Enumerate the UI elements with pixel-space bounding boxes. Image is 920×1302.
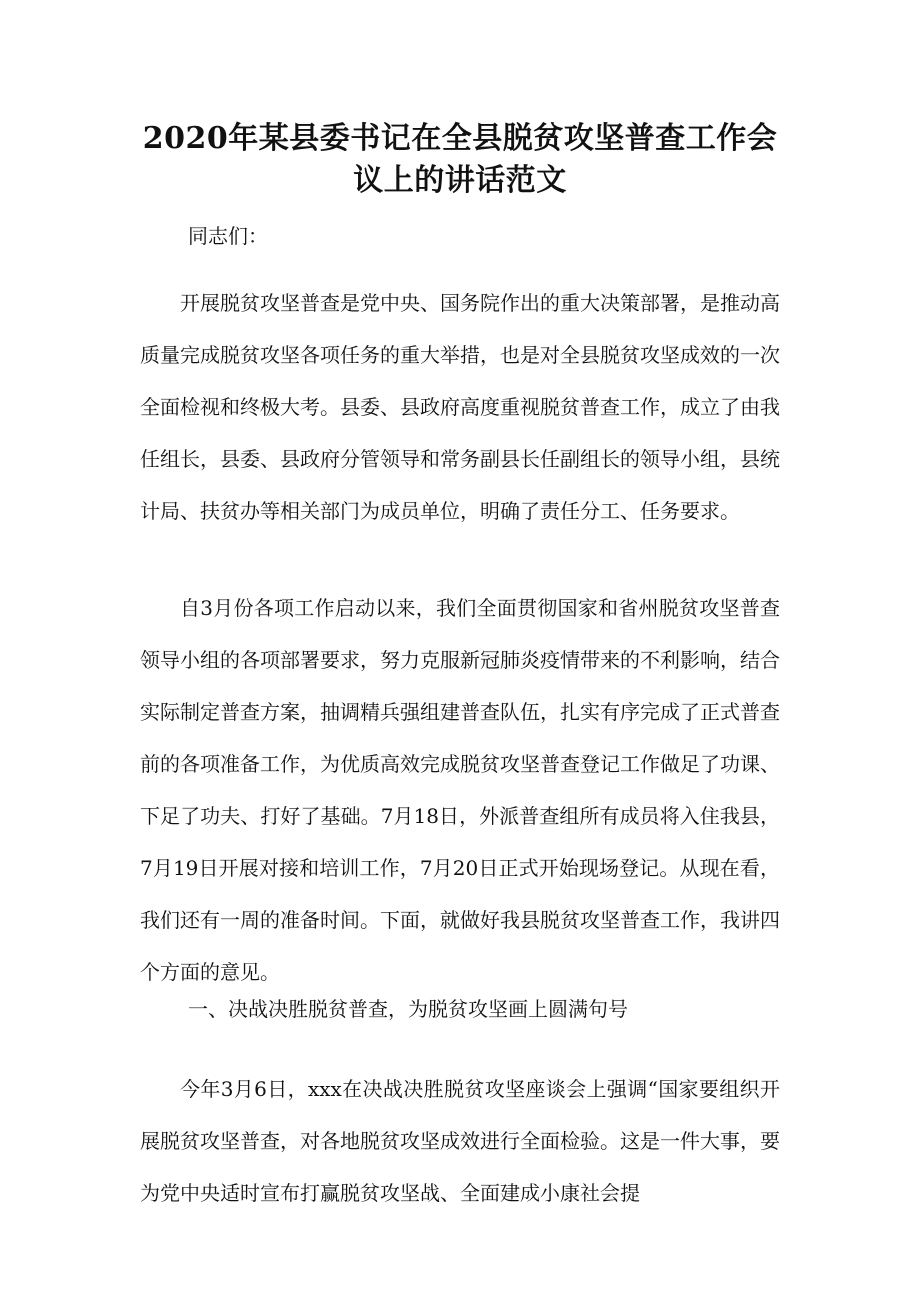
section-heading-1: 一、决战决胜脱贫普查，为脱贫攻坚画上圆满句号 xyxy=(188,997,628,1021)
paragraph-2: 自3月份各项工作启动以来，我们全面贯彻国家和省州脱贫攻坚普查领导小组的各项部署要求，努力克服新冠肺炎疫情带来的不利影响，结合实际制定普查方案，抽调精兵强组建普查队伍，扎实有序完成了正式普查前的各项准备工作，为优质高效完成脱贫攻坚普查登记工作做足了功课、下足了功夫、打好了基础。7月18日，外派普查组所有成员将入住我县，7月19日开展对接和培训工作，7月20日正式开始现场登记。从现在看，我们还有一周的准备时间。下面，就做好我县脱贫攻坚普查工作，我讲四个方面的意见。 xyxy=(140,596,780,984)
salutation: 同志们： xyxy=(188,224,268,248)
document-title: 2020年某县委书记在全县脱贫攻坚普查工作会议上的讲话范文 xyxy=(142,121,778,198)
paragraph-1: 开展脱贫攻坚普查是党中央、国务院作出的重大决策部署，是推动高质量完成脱贫攻坚各项任务的重大举措，也是对全县脱贫攻坚成效的一次全面检视和终极大考。县委、县政府高度重视脱贫普查工作，成立了由我任组长，县委、县政府分管领导和常务副县长任副组长的领导小组，县统计局、扶贫办等相关部门为成员单位，明确了责任分工、任务要求。 xyxy=(140,291,780,523)
section-paragraph-1: 今年3月6日，xxx在决战决胜脱贫攻坚座谈会上强调“国家要组织开展脱贫攻坚普查，对各地脱贫攻坚成效进行全面检验。这是一件大事，要为党中央适时宣布打赢脱贫攻坚战、全面建成小康社会提 xyxy=(140,1077,780,1205)
